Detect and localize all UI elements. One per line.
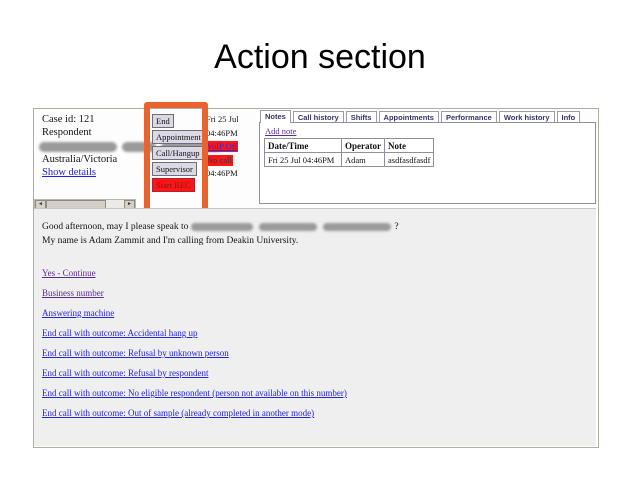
redaction-blob	[323, 223, 391, 231]
outcome-links	[42, 263, 347, 423]
case-header-frame	[34, 109, 596, 208]
notes-cell: Fri 25 Jul 04:46PM	[265, 153, 342, 167]
tab-work-history[interactable]: Work history	[499, 111, 555, 123]
respondent-label: Respondent	[42, 127, 92, 138]
script-link-end-call-with-outcome-accidental-hang-up[interactable]: End call with outcome: Accidental hang up	[42, 328, 198, 338]
script-link-end-call-with-outcome-out-of-sample-alre[interactable]: End call with outcome: Out of sample (already completed in another mode)	[42, 408, 315, 418]
greeting-text: Good afternoon, may I please speak to	[42, 222, 189, 232]
status-time-2: 04:46PM	[206, 168, 238, 178]
scroll-right-icon[interactable]: ►	[124, 200, 135, 210]
greeting-suffix: ?	[394, 222, 399, 232]
status-time: 04:46PM	[206, 127, 238, 138]
show-details-link[interactable]: Show details	[42, 167, 96, 178]
tab-appointments[interactable]: Appointments	[379, 111, 439, 123]
script-link-yes-continue[interactable]: Yes - Continue	[42, 268, 96, 278]
action-button-column	[152, 114, 205, 192]
script-link-end-call-with-outcome-refusal-by-unknown[interactable]: End call with outcome: Refusal by unknown person	[42, 348, 229, 358]
intro-text: My name is Adam Zammit and I'm calling from Deakin University.	[42, 236, 299, 246]
notes-table-row	[265, 153, 434, 167]
redaction-blob	[39, 142, 117, 152]
notes-col-header-operator: Operator	[342, 139, 385, 153]
script-link-end-call-with-outcome-no-eligible-respon[interactable]: End call with outcome: No eligible respondent (person not available on this number)	[42, 388, 347, 398]
case-id-text: Case id: 121	[42, 114, 95, 125]
notes-cell: asdfasdfasdf	[385, 153, 434, 167]
script-link-end-call-with-outcome-refusal-by-respond[interactable]: End call with outcome: Refusal by respondent	[42, 368, 209, 378]
script-link-answering-machine[interactable]: Answering machine	[42, 308, 115, 318]
action-button-appointment[interactable]: Appointment	[152, 130, 205, 144]
region-text: Australia/Victoria	[42, 154, 118, 165]
cati-screenshot	[33, 108, 599, 448]
redaction-blob	[122, 142, 156, 152]
notes-cell: Adam	[342, 153, 385, 167]
voip-status-link[interactable]: VoIP Off	[207, 141, 238, 151]
greeting-line	[42, 222, 399, 232]
notes-col-header-date-time: Date/Time	[265, 139, 342, 153]
tab-performance[interactable]: Performance	[441, 111, 497, 123]
action-button-supervisor[interactable]: Supervisor	[152, 162, 197, 176]
redaction-blob	[191, 223, 253, 231]
script-link-business-number[interactable]: Business number	[42, 288, 104, 298]
page-title: Action section	[214, 38, 426, 76]
add-note-link[interactable]: Add note	[265, 126, 297, 136]
status-date: Fri 25 Jul	[206, 114, 239, 124]
action-button-call-hangup[interactable]: Call/Hangup	[152, 146, 203, 160]
call-status-column	[206, 114, 239, 182]
call-state-badge: No call	[207, 154, 232, 165]
action-button-end[interactable]: End	[152, 114, 174, 128]
notes-table	[264, 138, 434, 167]
action-button-start-rec[interactable]: Start REC	[152, 178, 195, 192]
tab-call-history[interactable]: Call history	[293, 111, 344, 123]
notes-panel	[259, 122, 596, 204]
notes-col-header-note: Note	[385, 139, 434, 153]
redaction-blob	[259, 223, 317, 231]
tab-notes[interactable]: Notes	[260, 110, 291, 123]
tab-shifts[interactable]: Shifts	[346, 111, 377, 123]
tab-info[interactable]: Info	[557, 111, 581, 123]
script-frame	[34, 208, 596, 446]
scroll-left-icon[interactable]: ◄	[35, 200, 46, 210]
